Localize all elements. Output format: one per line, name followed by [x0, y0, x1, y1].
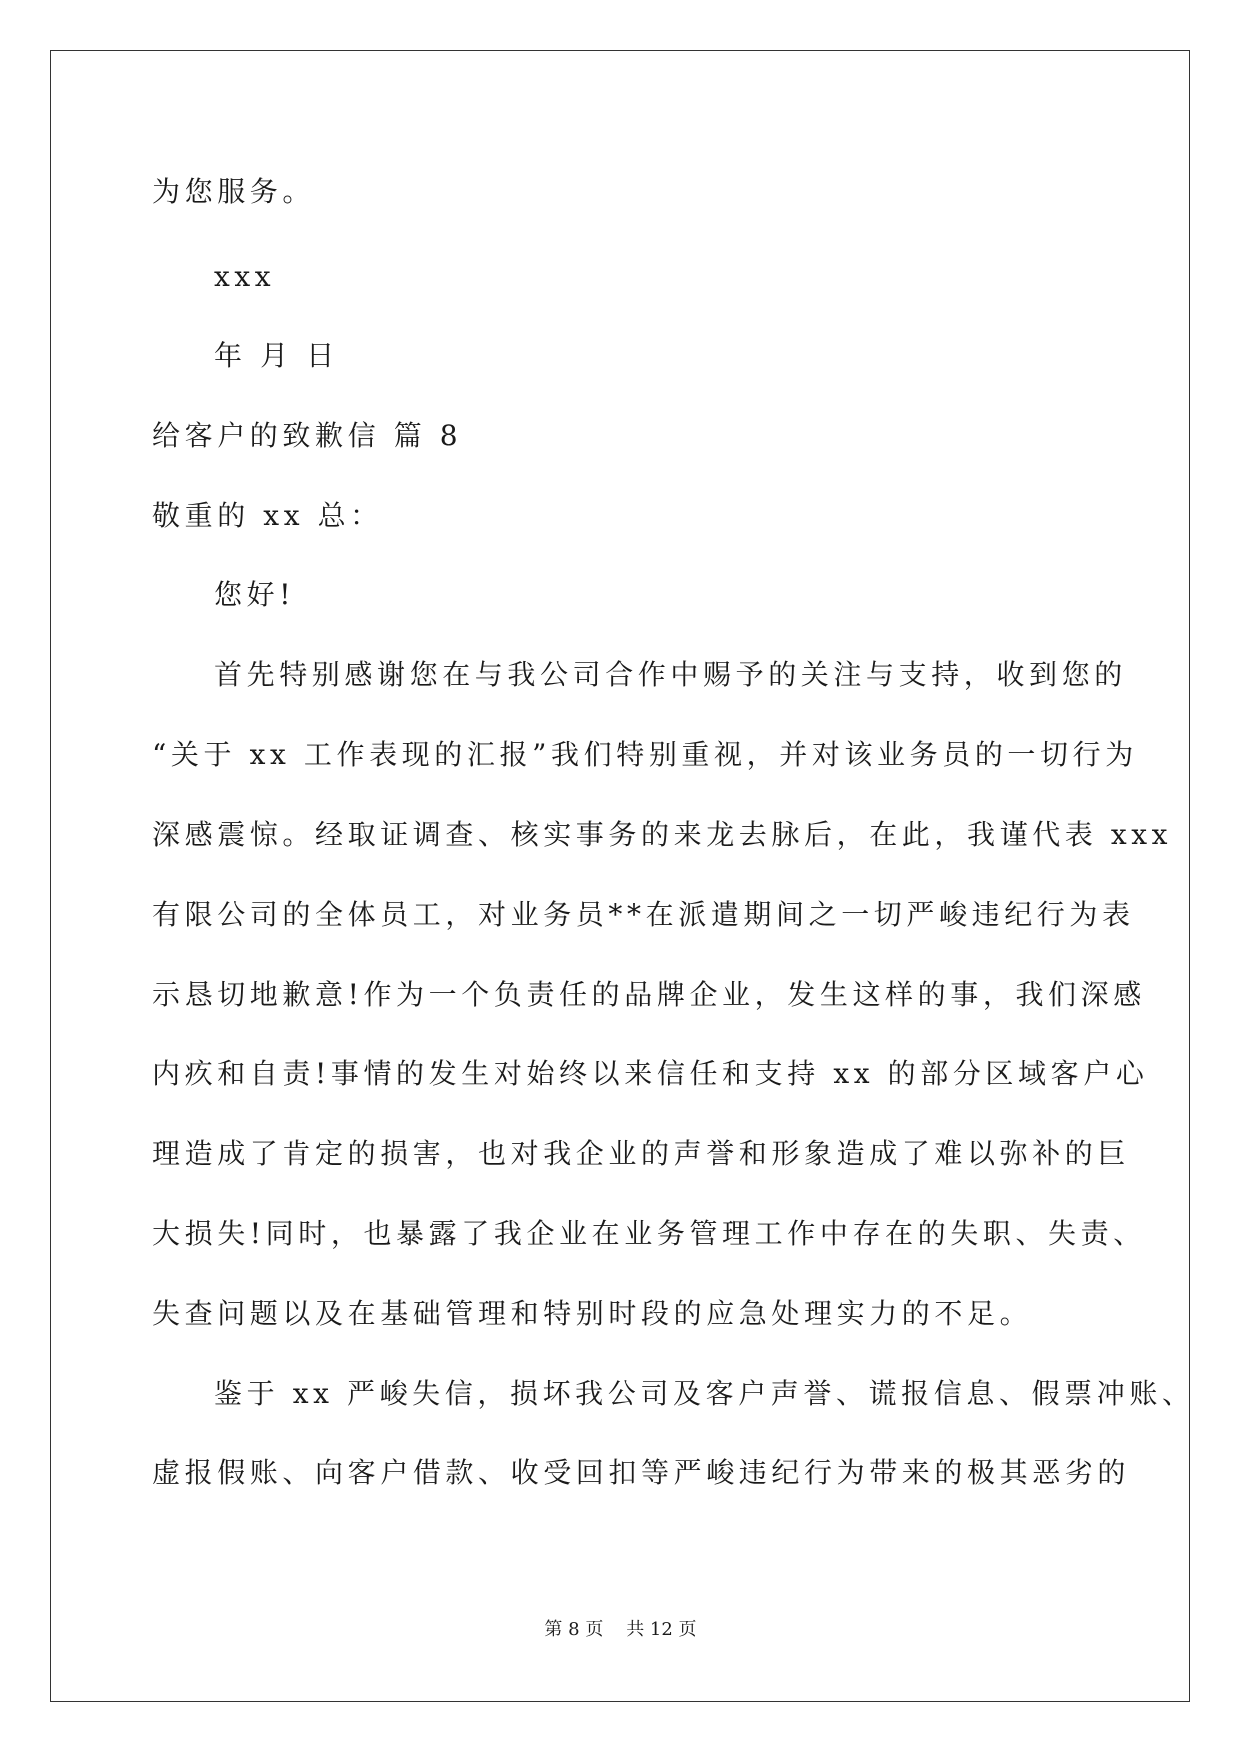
body-line: 大损失!同时，也暴露了我企业在业务管理工作中存在的失职、失责、 — [152, 1217, 1146, 1250]
page-number: 第 8 页 共 12 页 — [544, 1619, 697, 1640]
body-line: 有限公司的全体员工，对业务员**在派遣期间之一切严峻违纪行为表 — [152, 898, 1135, 931]
body-line: 失查问题以及在基础管理和特别时段的应急处理实力的不足。 — [152, 1297, 1033, 1330]
closing-line: 为您服务。 — [152, 175, 316, 208]
body-line: 深感震惊。经取证调查、核实事务的来龙去脉后，在此，我谨代表 xxx — [152, 818, 1173, 851]
body-line: “关于 xx 工作表现的汇报”我们特别重视，并对该业务员的一切行为 — [152, 738, 1138, 771]
body-line: 理造成了肯定的损害，也对我企业的声誉和形象造成了难以弥补的巨 — [152, 1137, 1131, 1170]
body-line: 虚报假账、向客户借款、收受回扣等严峻违纪行为带来的极其恶劣的 — [152, 1456, 1131, 1489]
body-line: 示恳切地歉意!作为一个负责任的品牌企业，发生这样的事，我们深感 — [152, 978, 1146, 1011]
salutation: 敬重的 xx 总： — [152, 499, 383, 532]
section-title: 给客户的致歉信 篇 8 — [152, 419, 463, 452]
signature-date: 年 月 日 — [214, 339, 339, 372]
signature-name: xxx — [214, 260, 276, 293]
body-line: 鉴于 xx 严峻失信，损坏我公司及客户声誉、谎报信息、假票冲账、 — [214, 1377, 1195, 1410]
greeting: 您好! — [214, 578, 296, 611]
body-line: 内疚和自责!事情的发生对始终以来信任和支持 xx 的部分区域客户心 — [152, 1057, 1149, 1090]
body-line: 首先特别感谢您在与我公司合作中赐予的关注与支持，收到您的 — [214, 658, 1127, 691]
